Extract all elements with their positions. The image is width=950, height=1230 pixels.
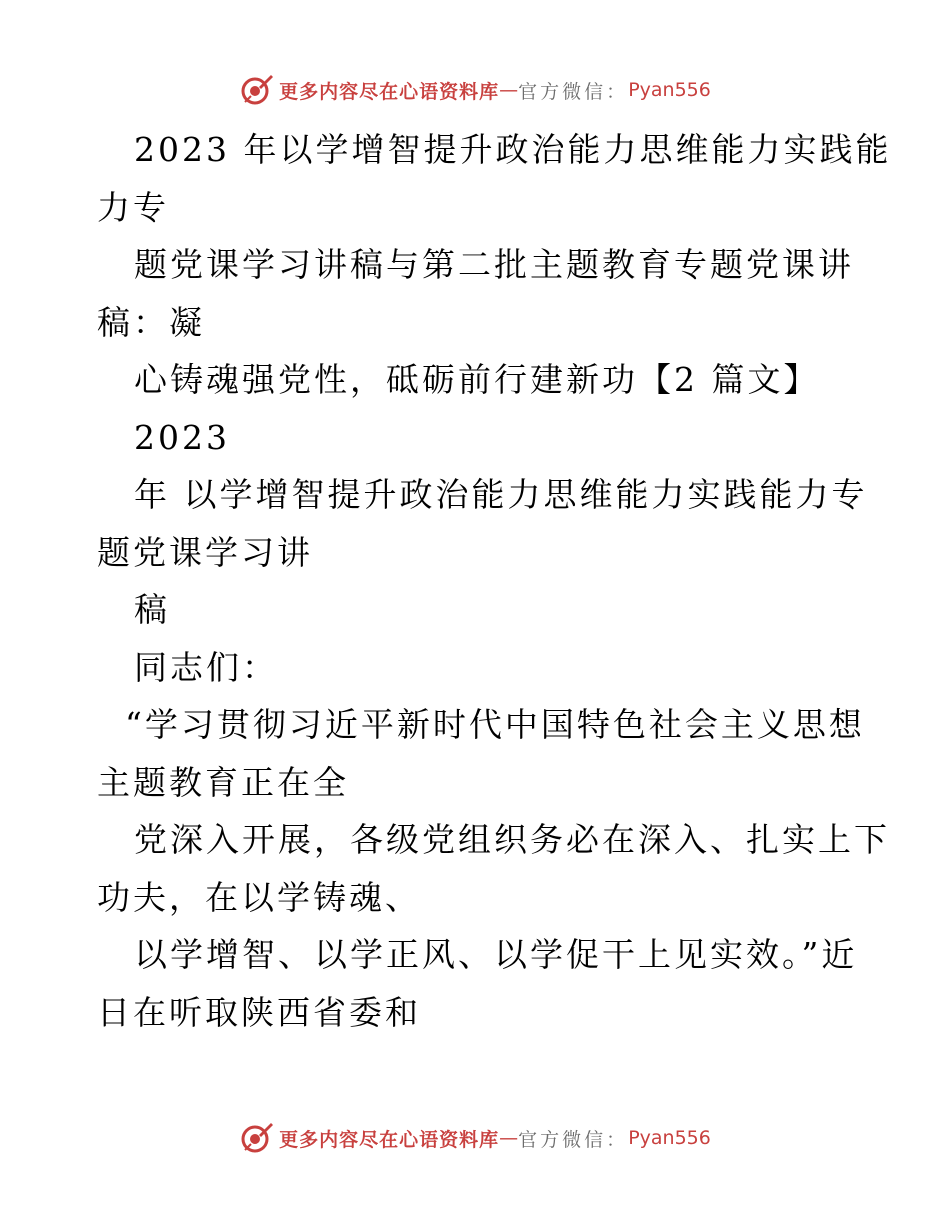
watermark-dash: —	[499, 1127, 519, 1149]
watermark-wechat-id: Pyan556	[628, 1127, 711, 1149]
text-line: 心铸魂强党性，砥砺前行建新功【2 篇文】	[134, 360, 820, 399]
watermark-official-label: 官方微信：	[518, 80, 629, 103]
text-line: 年 以学增智提升政治能力思维能力实践能力专	[134, 475, 868, 514]
watermark-site-text: 更多内容尽在心语资料库	[279, 80, 500, 103]
text-line: 稿	[134, 590, 170, 629]
text-line: “学习贯彻习近平新时代中国特色社会主义思想	[125, 705, 865, 744]
text-line: 功夫，在以学铸魂、	[97, 877, 421, 917]
text-line: 2023	[134, 417, 230, 457]
text-line: 题党课学习讲	[97, 532, 313, 572]
text-line: 日在听取陕西省委和	[97, 992, 421, 1032]
text-line: 稿：凝	[97, 302, 205, 342]
document-body	[97, 121, 892, 1041]
watermark-dash: —	[499, 79, 519, 101]
text-line: 主题教育正在全	[97, 762, 349, 802]
text-line: 题党课学习讲稿与第二批主题教育专题党课讲	[134, 245, 854, 284]
quill-seal-icon	[239, 72, 275, 108]
watermark-wechat-id: Pyan556	[628, 79, 711, 101]
header-watermark	[0, 70, 950, 110]
text-line: 以学增智、以学正风、以学促干上见实效。”近	[134, 935, 858, 974]
watermark-official-label: 官方微信：	[518, 1128, 629, 1151]
text-line: 同志们：	[134, 647, 278, 687]
text-line: 党深入开展，各级党组织务必在深入、扎实上下	[134, 820, 890, 859]
text-line: 2023 年以学增智提升政治能力思维能力实践能	[134, 130, 892, 169]
quill-seal-icon	[239, 1120, 275, 1156]
watermark-site-text: 更多内容尽在心语资料库	[279, 1128, 500, 1151]
text-line: 力专	[97, 187, 169, 227]
footer-watermark	[0, 1118, 950, 1158]
